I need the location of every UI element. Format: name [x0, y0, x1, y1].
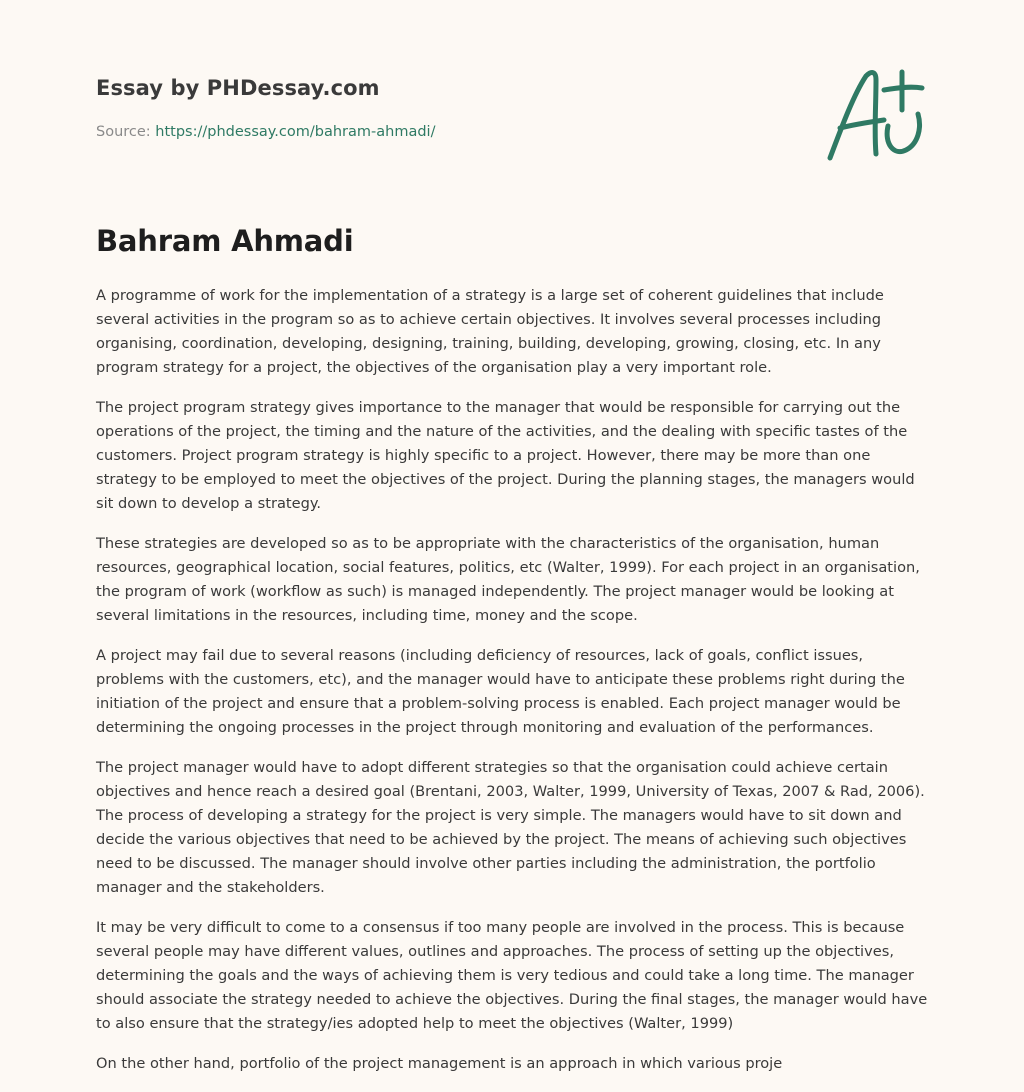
- source-label: Source:: [96, 124, 156, 140]
- article-paragraph: It may be very difficult to come to a consensus if too many people are involved in the process. This is because several people may have different values, outlines and approaches. The process of setting up the objectives, determining the goals and the ways of achieving them is very tedious and could take a long time. The manager should associate the strategy needed to achieve the objectives. During the final stages, the manager would have to also ensure that the strategy/ies adopted help to meet the objectives (Walter, 1999): [96, 919, 928, 1032]
- source-link[interactable]: https://phdessay.com/bahram-ahmadi/: [155, 124, 436, 140]
- article-paragraph: On the other hand, portfolio of the project management is an approach in which various proje: [96, 1055, 783, 1072]
- page-header: [96, 0, 928, 190]
- article-paragraph: The project manager would have to adopt different strategies so that the organisation could achieve certain objectives and hence reach a desired goal (Brentani, 2003, Walter, 1999, University of Texas, 2007 & Rad, 2006). The process of developing a strategy for the project is very simple. The managers would have to sit down and decide the various objectives that need to be achieved by the project. The means of achieving such objectives need to be discussed. The manager should involve other parties including the administration, the portfolio manager and the stakeholders.: [96, 759, 925, 896]
- article-paragraph: The project program strategy gives importance to the manager that would be responsible for carrying out the operations of the project, the timing and the nature of the activities, and the dealing with specific tastes of the customers. Project program strategy is highly specific to a project. However, there may be more than one strategy to be employed to meet the objectives of the project. During the planning stages, the managers would sit down to develop a strategy.: [96, 399, 915, 512]
- article-paragraph: These strategies are developed so as to be appropriate with the characteristics of the organisation, human resources, geographical location, social features, politics, etc (Walter, 1999). For each project in an organisation, the program of work (workflow as such) is managed independently. The project manager would be looking at several limitations in the resources, including time, money and the scope.: [96, 535, 920, 624]
- article-paragraph: A project may fail due to several reasons (including deficiency of resources, lack of goals, conflict issues, problems with the customers, etc), and the manager would have to anticipate these problems right during the initiation of the project and ensure that a problem-solving process is enabled. Each project manager would be determining the ongoing processes in the project through monitoring and evaluation of the performances.: [96, 647, 905, 736]
- brand-title: Essay by PHDessay.com: [96, 76, 380, 100]
- source-line: [96, 124, 435, 140]
- article-paragraph: A programme of work for the implementation of a strategy is a large set of coherent guidelines that include several activities in the program so as to achieve certain objectives. It involves several processes including organising, coordination, developing, designing, training, building, developing, growing, closing, etc. In any program strategy for a project, the objectives of the organisation play a very important role.: [96, 287, 884, 376]
- article-body: [96, 284, 932, 1092]
- article-title: Bahram Ahmadi: [96, 224, 354, 258]
- a-plus-logo-icon: [822, 66, 932, 166]
